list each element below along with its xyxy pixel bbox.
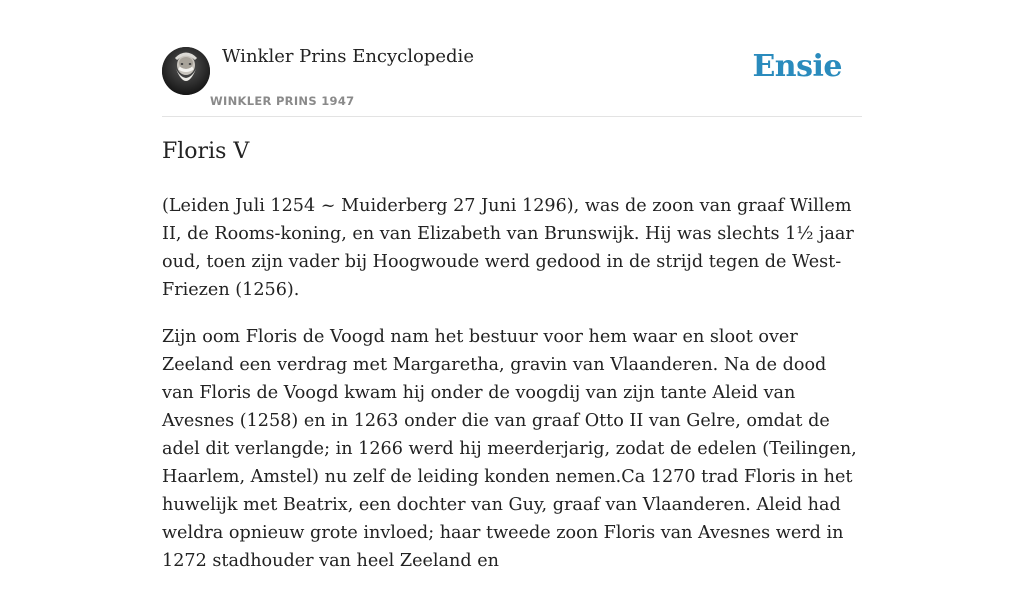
article-title: Floris V xyxy=(162,139,250,164)
page xyxy=(162,0,862,571)
bearded-man-portrait-icon xyxy=(162,47,210,95)
publication-avatar[interactable] xyxy=(162,47,210,95)
publication-subtitle: WINKLER PRINS 1947 xyxy=(210,94,355,108)
article-paragraph: Zijn oom Floris de Voogd nam het bestuur voor hem waar en sloot over Zeeland een verdrag met Margaretha, gravin van Vlaanderen. Na de dood van Floris de Voogd kwam hij onder de voogdij van zijn tante Aleid van Avesnes (1258) en in 1263 onder die van graaf Otto II van Gelre, omdat de adel dit verlangde; in 1266 werd hij meerderjarig, zodat de edelen (Teilingen, Haarlem, Amstel) nu zelf de leiding konden nemen.Ca 1270 trad Floris in het huwelijk met Beatrix, een dochter van Guy, graaf van Vlaanderen. Aleid had weldra opnieuw grote invloed; haar tweede zoon Floris van Avesnes werd in 1272 stadhouder van heel Zeeland en xyxy=(162,327,857,571)
article-paragraph: (Leiden Juli 1254 ~ Muiderberg 27 Juni 1296), was de zoon van graaf Willem II, de Rooms-koning, en van Elizabeth van Brunswijk. Hij was slechts 1½ jaar oud, toen zijn vader bij Hoogwoude werd gedood in de strijd tegen de West-Friezen (1256). xyxy=(162,196,854,300)
article-body xyxy=(162,192,862,594)
publication-name[interactable]: Winkler Prins Encyclopedie xyxy=(222,46,474,67)
site-header xyxy=(162,0,862,117)
brand-logo[interactable]: Ensie xyxy=(752,49,842,84)
